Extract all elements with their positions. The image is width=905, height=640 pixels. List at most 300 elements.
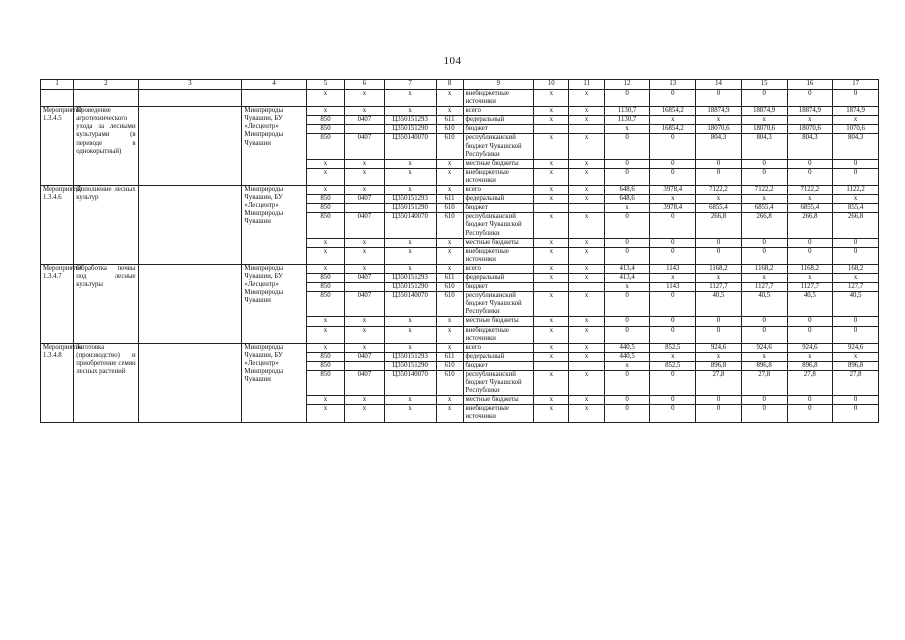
value-cell: 0 bbox=[833, 168, 879, 185]
value-cell: 168,2 bbox=[833, 264, 879, 273]
value-cell: 18070,6 bbox=[741, 125, 787, 134]
value-cell: x bbox=[741, 352, 787, 361]
col-gov-code: 850 bbox=[306, 352, 344, 361]
value-cell: x bbox=[604, 125, 650, 134]
value-cell: 852,5 bbox=[650, 343, 696, 352]
measure-executor: Минприроды Чувашии, БУ «Лесцентр» Минприроды Чувашии bbox=[242, 264, 306, 343]
col-10: x bbox=[534, 90, 569, 107]
value-cell: 0 bbox=[741, 405, 787, 422]
col-target-code: Ц350151293 bbox=[384, 273, 436, 282]
col-section bbox=[345, 204, 384, 213]
col-gov-code: 850 bbox=[306, 204, 344, 213]
col-gov-code: 850 bbox=[306, 273, 344, 282]
header-cell: 17 bbox=[833, 80, 879, 90]
value-cell: 0 bbox=[604, 326, 650, 343]
header-cell: 7 bbox=[384, 80, 436, 90]
value-cell: 0 bbox=[833, 326, 879, 343]
value-cell: 413,4 bbox=[604, 273, 650, 282]
col-section bbox=[345, 125, 384, 134]
col-gov-code: x bbox=[306, 238, 344, 247]
value-cell: 40,5 bbox=[696, 292, 742, 317]
value-cell: 0 bbox=[604, 247, 650, 264]
value-cell: 27,8 bbox=[741, 371, 787, 396]
col-11: x bbox=[569, 116, 604, 125]
col-section: x bbox=[345, 264, 384, 273]
value-cell: x bbox=[787, 116, 833, 125]
col-10 bbox=[534, 283, 569, 292]
value-cell: 0 bbox=[833, 317, 879, 326]
col-gov-code: 850 bbox=[306, 134, 344, 159]
header-cell: 2 bbox=[74, 80, 138, 90]
col-expense-type: 611 bbox=[436, 352, 463, 361]
value-cell: 0 bbox=[787, 405, 833, 422]
page-number: 104 bbox=[443, 55, 462, 67]
col-10: x bbox=[534, 213, 569, 238]
value-cell: 0 bbox=[741, 317, 787, 326]
table-row bbox=[41, 186, 879, 195]
col-gov-code: 850 bbox=[306, 283, 344, 292]
value-cell: 266,8 bbox=[696, 213, 742, 238]
col-10: x bbox=[534, 317, 569, 326]
value-cell: 6855,4 bbox=[787, 204, 833, 213]
value-cell: 0 bbox=[741, 396, 787, 405]
header-cell: 1 bbox=[41, 80, 74, 90]
value-cell: 648,6 bbox=[604, 186, 650, 195]
header-cell: 12 bbox=[604, 80, 650, 90]
value-cell: 266,8 bbox=[833, 213, 879, 238]
empty-cell bbox=[138, 186, 242, 265]
col-11: x bbox=[569, 371, 604, 396]
header-cell: 11 bbox=[569, 80, 604, 90]
col-target-code: Ц350151293 bbox=[384, 195, 436, 204]
measure-executor: Минприроды Чувашии, БУ «Лесцентр» Минприроды Чувашии bbox=[242, 107, 306, 186]
col-11 bbox=[569, 125, 604, 134]
value-cell: 266,8 bbox=[741, 213, 787, 238]
value-cell: 0 bbox=[741, 326, 787, 343]
col-funding-source: внебюджетные источники bbox=[463, 90, 534, 107]
col-10: x bbox=[534, 159, 569, 168]
empty-cell bbox=[242, 90, 306, 107]
value-cell: 0 bbox=[650, 405, 696, 422]
col-gov-code: x bbox=[306, 90, 344, 107]
value-cell: 0 bbox=[787, 396, 833, 405]
empty-cell bbox=[138, 107, 242, 186]
col-gov-code: 850 bbox=[306, 195, 344, 204]
col-target-code: Ц350140070 bbox=[384, 371, 436, 396]
col-gov-code: x bbox=[306, 396, 344, 405]
value-cell: 0 bbox=[604, 134, 650, 159]
value-cell: 924,6 bbox=[787, 343, 833, 352]
col-funding-source: бюджет bbox=[463, 361, 534, 370]
col-11: x bbox=[569, 159, 604, 168]
table-row bbox=[41, 90, 879, 107]
col-section: x bbox=[345, 238, 384, 247]
col-funding-source: местные бюджеты bbox=[463, 396, 534, 405]
value-cell: 0 bbox=[650, 213, 696, 238]
col-expense-type: 610 bbox=[436, 371, 463, 396]
value-cell: 0 bbox=[787, 168, 833, 185]
value-cell: 7122,2 bbox=[787, 186, 833, 195]
value-cell: 0 bbox=[787, 326, 833, 343]
value-cell: 16854,2 bbox=[650, 125, 696, 134]
header-cell: 3 bbox=[138, 80, 242, 90]
col-gov-code: 850 bbox=[306, 125, 344, 134]
col-expense-type: 610 bbox=[436, 283, 463, 292]
value-cell: 0 bbox=[650, 168, 696, 185]
value-cell: 1874,9 bbox=[833, 107, 879, 116]
col-expense-type: 611 bbox=[436, 273, 463, 282]
col-11: x bbox=[569, 396, 604, 405]
col-gov-code: x bbox=[306, 317, 344, 326]
col-target-code: x bbox=[384, 405, 436, 422]
value-cell: 40,5 bbox=[833, 292, 879, 317]
col-11: x bbox=[569, 247, 604, 264]
col-funding-source: бюджет bbox=[463, 204, 534, 213]
value-cell: 440,5 bbox=[604, 343, 650, 352]
value-cell: 0 bbox=[650, 326, 696, 343]
value-cell: 3978,4 bbox=[650, 204, 696, 213]
col-section: 0407 bbox=[345, 195, 384, 204]
col-target-code: x bbox=[384, 264, 436, 273]
col-gov-code: 850 bbox=[306, 292, 344, 317]
value-cell: 0 bbox=[604, 159, 650, 168]
col-section: 0407 bbox=[345, 352, 384, 361]
value-cell: 0 bbox=[604, 317, 650, 326]
value-cell: 0 bbox=[604, 238, 650, 247]
col-section: 0407 bbox=[345, 213, 384, 238]
value-cell: x bbox=[787, 273, 833, 282]
col-target-code: Ц350151293 bbox=[384, 352, 436, 361]
col-target-code: x bbox=[384, 396, 436, 405]
col-gov-code: x bbox=[306, 326, 344, 343]
col-funding-source: бюджет bbox=[463, 283, 534, 292]
value-cell: 924,6 bbox=[833, 343, 879, 352]
empty-cell bbox=[138, 343, 242, 422]
value-cell: 0 bbox=[787, 247, 833, 264]
value-cell: 896,8 bbox=[833, 361, 879, 370]
value-cell: 896,8 bbox=[787, 361, 833, 370]
col-gov-code: x bbox=[306, 264, 344, 273]
table-row bbox=[41, 264, 879, 273]
value-cell: 0 bbox=[741, 168, 787, 185]
col-expense-type: 611 bbox=[436, 116, 463, 125]
col-gov-code: 850 bbox=[306, 213, 344, 238]
header-cell: 8 bbox=[436, 80, 463, 90]
value-cell: 0 bbox=[696, 90, 742, 107]
col-funding-source: республиканский бюджет Чувашской Республики bbox=[463, 292, 534, 317]
col-11 bbox=[569, 283, 604, 292]
col-section: x bbox=[345, 159, 384, 168]
col-11: x bbox=[569, 238, 604, 247]
col-expense-type: x bbox=[436, 107, 463, 116]
header-row bbox=[41, 80, 879, 90]
col-target-code: x bbox=[384, 238, 436, 247]
measure-code: Мероприятие 1.3.4.6 bbox=[41, 186, 74, 265]
col-10 bbox=[534, 204, 569, 213]
value-cell: 1168,2 bbox=[787, 264, 833, 273]
header-cell: 4 bbox=[242, 80, 306, 90]
value-cell: 27,8 bbox=[787, 371, 833, 396]
value-cell: 440,5 bbox=[604, 352, 650, 361]
value-cell: 0 bbox=[741, 238, 787, 247]
col-11: x bbox=[569, 352, 604, 361]
value-cell: x bbox=[696, 116, 742, 125]
col-expense-type: x bbox=[436, 405, 463, 422]
value-cell: 0 bbox=[650, 159, 696, 168]
col-target-code: Ц350140070 bbox=[384, 292, 436, 317]
value-cell: x bbox=[833, 195, 879, 204]
value-cell: 7122,2 bbox=[696, 186, 742, 195]
value-cell: 27,8 bbox=[833, 371, 879, 396]
value-cell: 0 bbox=[833, 396, 879, 405]
col-target-code: x bbox=[384, 159, 436, 168]
empty-cell bbox=[138, 90, 242, 107]
col-expense-type: x bbox=[436, 186, 463, 195]
value-cell: x bbox=[604, 361, 650, 370]
col-funding-source: федеральный bbox=[463, 352, 534, 361]
value-cell: 0 bbox=[604, 405, 650, 422]
col-11: x bbox=[569, 273, 604, 282]
col-expense-type: 610 bbox=[436, 292, 463, 317]
col-expense-type: x bbox=[436, 343, 463, 352]
value-cell: 924,6 bbox=[696, 343, 742, 352]
col-10: x bbox=[534, 107, 569, 116]
value-cell: x bbox=[604, 283, 650, 292]
col-funding-source: местные бюджеты bbox=[463, 159, 534, 168]
col-10: x bbox=[534, 116, 569, 125]
col-funding-source: федеральный bbox=[463, 195, 534, 204]
col-expense-type: x bbox=[436, 326, 463, 343]
col-expense-type: x bbox=[436, 159, 463, 168]
measure-name: Дополнение лесных культур bbox=[74, 186, 138, 265]
value-cell: 1070,6 bbox=[833, 125, 879, 134]
col-target-code: x bbox=[384, 107, 436, 116]
col-funding-source: местные бюджеты bbox=[463, 238, 534, 247]
header-cell: 6 bbox=[345, 80, 384, 90]
value-cell: 1143 bbox=[650, 283, 696, 292]
value-cell: 0 bbox=[833, 405, 879, 422]
col-section: 0407 bbox=[345, 134, 384, 159]
col-11: x bbox=[569, 292, 604, 317]
value-cell: 1127,7 bbox=[787, 283, 833, 292]
col-section bbox=[345, 283, 384, 292]
value-cell: 804,3 bbox=[833, 134, 879, 159]
col-gov-code: x bbox=[306, 107, 344, 116]
value-cell: 40,5 bbox=[787, 292, 833, 317]
value-cell: 0 bbox=[696, 317, 742, 326]
col-section: x bbox=[345, 396, 384, 405]
col-expense-type: 610 bbox=[436, 125, 463, 134]
header-cell: 10 bbox=[534, 80, 569, 90]
measure-code: Мероприятие 1.3.4.5 bbox=[41, 107, 74, 186]
value-cell: 127,7 bbox=[833, 283, 879, 292]
header-cell: 9 bbox=[463, 80, 534, 90]
value-cell: x bbox=[833, 273, 879, 282]
measure-executor: Минприроды Чувашии, БУ «Лесцентр» Минприроды Чувашии bbox=[242, 186, 306, 265]
col-11: x bbox=[569, 326, 604, 343]
col-section bbox=[345, 361, 384, 370]
measure-name: Проведение агротехнического ухода за лесными культурами (в переводе в однокорытный) bbox=[74, 107, 138, 186]
col-gov-code: x bbox=[306, 186, 344, 195]
value-cell: 0 bbox=[787, 317, 833, 326]
col-10: x bbox=[534, 238, 569, 247]
col-section: 0407 bbox=[345, 371, 384, 396]
col-section: x bbox=[345, 343, 384, 352]
value-cell: 0 bbox=[650, 238, 696, 247]
value-cell: 0 bbox=[696, 168, 742, 185]
col-gov-code: 850 bbox=[306, 371, 344, 396]
col-gov-code: x bbox=[306, 405, 344, 422]
empty-cell bbox=[138, 264, 242, 343]
col-11: x bbox=[569, 343, 604, 352]
col-11: x bbox=[569, 405, 604, 422]
value-cell: 0 bbox=[604, 90, 650, 107]
col-10: x bbox=[534, 326, 569, 343]
value-cell: 0 bbox=[650, 317, 696, 326]
value-cell: 804,3 bbox=[741, 134, 787, 159]
value-cell: 0 bbox=[787, 238, 833, 247]
value-cell: 1127,7 bbox=[696, 283, 742, 292]
col-10: x bbox=[534, 396, 569, 405]
col-11: x bbox=[569, 213, 604, 238]
col-funding-source: всего bbox=[463, 186, 534, 195]
col-10: x bbox=[534, 264, 569, 273]
col-target-code: x bbox=[384, 326, 436, 343]
value-cell: 0 bbox=[696, 238, 742, 247]
col-gov-code: x bbox=[306, 168, 344, 185]
col-expense-type: x bbox=[436, 247, 463, 264]
value-cell: 0 bbox=[696, 247, 742, 264]
col-funding-source: федеральный bbox=[463, 116, 534, 125]
col-11 bbox=[569, 204, 604, 213]
value-cell: 413,4 bbox=[604, 264, 650, 273]
value-cell: 0 bbox=[650, 396, 696, 405]
col-10: x bbox=[534, 292, 569, 317]
col-expense-type: 610 bbox=[436, 361, 463, 370]
col-funding-source: всего bbox=[463, 264, 534, 273]
col-gov-code: x bbox=[306, 247, 344, 264]
col-11: x bbox=[569, 317, 604, 326]
col-section: x bbox=[345, 186, 384, 195]
value-cell: 27,8 bbox=[696, 371, 742, 396]
col-target-code: Ц350140070 bbox=[384, 134, 436, 159]
col-10: x bbox=[534, 371, 569, 396]
value-cell: x bbox=[741, 273, 787, 282]
value-cell: 0 bbox=[604, 213, 650, 238]
value-cell: 852,5 bbox=[650, 361, 696, 370]
value-cell: x bbox=[604, 204, 650, 213]
budget-table bbox=[40, 79, 879, 423]
col-gov-code: 850 bbox=[306, 361, 344, 370]
measure-code: Мероприятие 1.3.4.7 bbox=[41, 264, 74, 343]
col-target-code: x bbox=[384, 90, 436, 107]
value-cell: 6855,4 bbox=[696, 204, 742, 213]
value-cell: 18070,6 bbox=[787, 125, 833, 134]
col-10: x bbox=[534, 273, 569, 282]
col-expense-type: x bbox=[436, 396, 463, 405]
value-cell: 0 bbox=[787, 90, 833, 107]
empty-cell bbox=[74, 90, 138, 107]
value-cell: 0 bbox=[741, 90, 787, 107]
value-cell: 0 bbox=[696, 326, 742, 343]
header-cell: 16 bbox=[787, 80, 833, 90]
empty-cell bbox=[41, 90, 74, 107]
col-section: 0407 bbox=[345, 273, 384, 282]
value-cell: 896,8 bbox=[741, 361, 787, 370]
header-cell: 14 bbox=[696, 80, 742, 90]
value-cell: 18874,9 bbox=[696, 107, 742, 116]
col-11: x bbox=[569, 107, 604, 116]
col-target-code: x bbox=[384, 343, 436, 352]
value-cell: 0 bbox=[741, 159, 787, 168]
col-expense-type: x bbox=[436, 90, 463, 107]
col-10: x bbox=[534, 405, 569, 422]
col-gov-code: 850 bbox=[306, 116, 344, 125]
col-11 bbox=[569, 361, 604, 370]
value-cell: x bbox=[650, 352, 696, 361]
header-cell: 5 bbox=[306, 80, 344, 90]
measure-executor: Минприроды Чувашии, БУ «Лесцентр» Минприроды Чувашии bbox=[242, 343, 306, 422]
value-cell: x bbox=[787, 352, 833, 361]
col-section: x bbox=[345, 107, 384, 116]
value-cell: 1130,7 bbox=[604, 107, 650, 116]
value-cell: 0 bbox=[833, 159, 879, 168]
value-cell: x bbox=[741, 116, 787, 125]
col-gov-code: x bbox=[306, 159, 344, 168]
value-cell: 16854,2 bbox=[650, 107, 696, 116]
value-cell: 0 bbox=[604, 396, 650, 405]
col-section: 0407 bbox=[345, 116, 384, 125]
value-cell: 804,3 bbox=[696, 134, 742, 159]
col-10 bbox=[534, 361, 569, 370]
table-row bbox=[41, 343, 879, 352]
col-expense-type: x bbox=[436, 317, 463, 326]
col-funding-source: республиканский бюджет Чувашской Республики bbox=[463, 134, 534, 159]
col-funding-source: внебюджетные источники bbox=[463, 168, 534, 185]
value-cell: 6855,4 bbox=[741, 204, 787, 213]
value-cell: 1130,7 bbox=[604, 116, 650, 125]
value-cell: 0 bbox=[650, 371, 696, 396]
value-cell: 18070,6 bbox=[696, 125, 742, 134]
col-section: x bbox=[345, 247, 384, 264]
col-11: x bbox=[569, 195, 604, 204]
col-10 bbox=[534, 125, 569, 134]
col-10: x bbox=[534, 343, 569, 352]
value-cell: x bbox=[650, 195, 696, 204]
header-cell: 15 bbox=[741, 80, 787, 90]
value-cell: 804,3 bbox=[787, 134, 833, 159]
table-row bbox=[41, 107, 879, 116]
measure-name: Обработка почвы под лесные культуры bbox=[74, 264, 138, 343]
col-funding-source: федеральный bbox=[463, 273, 534, 282]
col-target-code: Ц350151290 bbox=[384, 283, 436, 292]
col-target-code: x bbox=[384, 247, 436, 264]
col-11: x bbox=[569, 186, 604, 195]
col-11: x bbox=[569, 264, 604, 273]
value-cell: 0 bbox=[604, 292, 650, 317]
col-funding-source: внебюджетные источники bbox=[463, 405, 534, 422]
col-target-code: Ц350151293 bbox=[384, 116, 436, 125]
value-cell: 266,8 bbox=[787, 213, 833, 238]
value-cell: 924,6 bbox=[741, 343, 787, 352]
col-funding-source: всего bbox=[463, 107, 534, 116]
value-cell: 0 bbox=[696, 159, 742, 168]
col-funding-source: республиканский бюджет Чувашской Республики bbox=[463, 213, 534, 238]
value-cell: 1143 bbox=[650, 264, 696, 273]
col-funding-source: внебюджетные источники bbox=[463, 247, 534, 264]
value-cell: 1122,2 bbox=[833, 186, 879, 195]
col-10: x bbox=[534, 195, 569, 204]
